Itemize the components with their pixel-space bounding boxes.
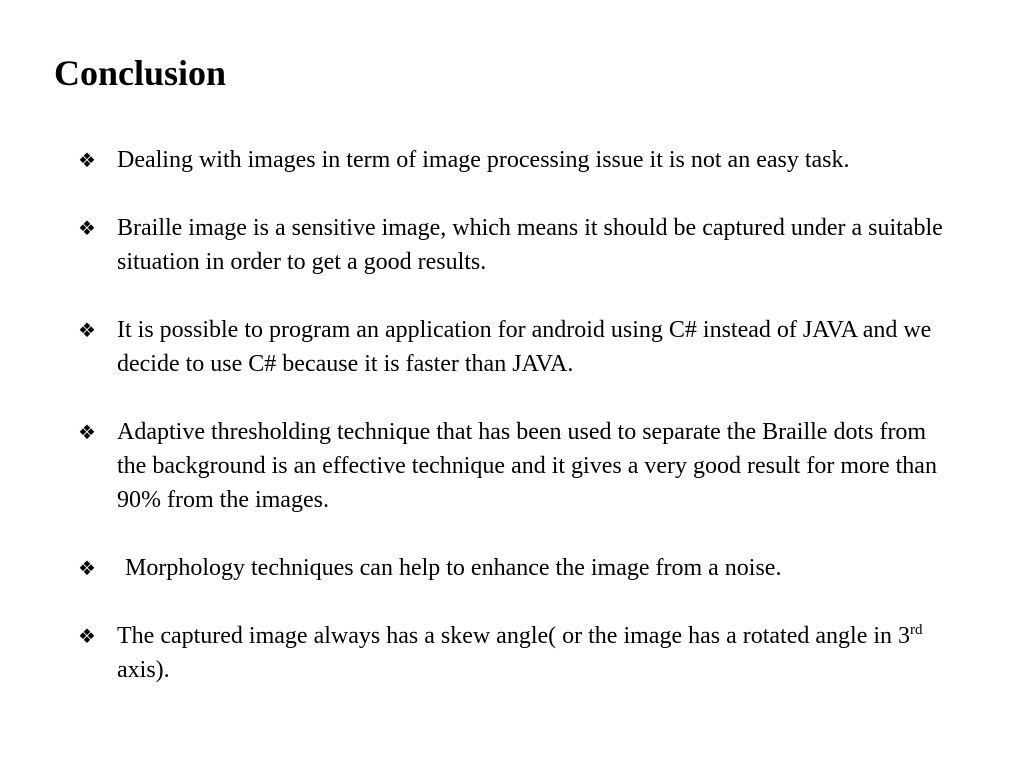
bullet-item — [78, 313, 958, 381]
conclusion-bullet-list — [78, 143, 958, 721]
bullet-item — [78, 211, 958, 279]
diamond-bullet-icon: ❖ — [78, 318, 96, 342]
bullet-text: It is possible to program an application for android using C# instead of JAVA and we decide to use C# because it is faster than JAVA. — [117, 317, 932, 377]
slide-title: Conclusion — [54, 53, 227, 93]
diamond-bullet-icon: ❖ — [78, 624, 96, 648]
bullet-text: Morphology techniques can help to enhance the image from a noise. — [125, 555, 782, 581]
bullet-text-before-superscript: The captured image always has a skew angle( or the image has a rotated angle in 3 — [117, 623, 911, 649]
diamond-bullet-icon: ❖ — [78, 556, 96, 580]
superscript-rd: rd — [910, 622, 923, 638]
diamond-bullet-icon: ❖ — [78, 216, 96, 240]
bullet-item — [78, 143, 958, 177]
bullet-item — [78, 619, 958, 687]
bullet-text: Adaptive thresholding technique that has been used to separate the Braille dots from the background is an effective technique and it gives a very good result for more than 90% from the images. — [117, 419, 937, 513]
bullet-text-after-superscript: axis). — [117, 657, 170, 683]
bullet-item — [78, 415, 958, 517]
bullet-text: Braille image is a sensitive image, which means it should be captured under a suitable situation in order to get a good results. — [117, 215, 943, 275]
bullet-item — [78, 551, 958, 585]
bullet-text: Dealing with images in term of image processing issue it is not an easy task. — [117, 147, 850, 173]
diamond-bullet-icon: ❖ — [78, 420, 96, 444]
diamond-bullet-icon: ❖ — [78, 148, 96, 172]
